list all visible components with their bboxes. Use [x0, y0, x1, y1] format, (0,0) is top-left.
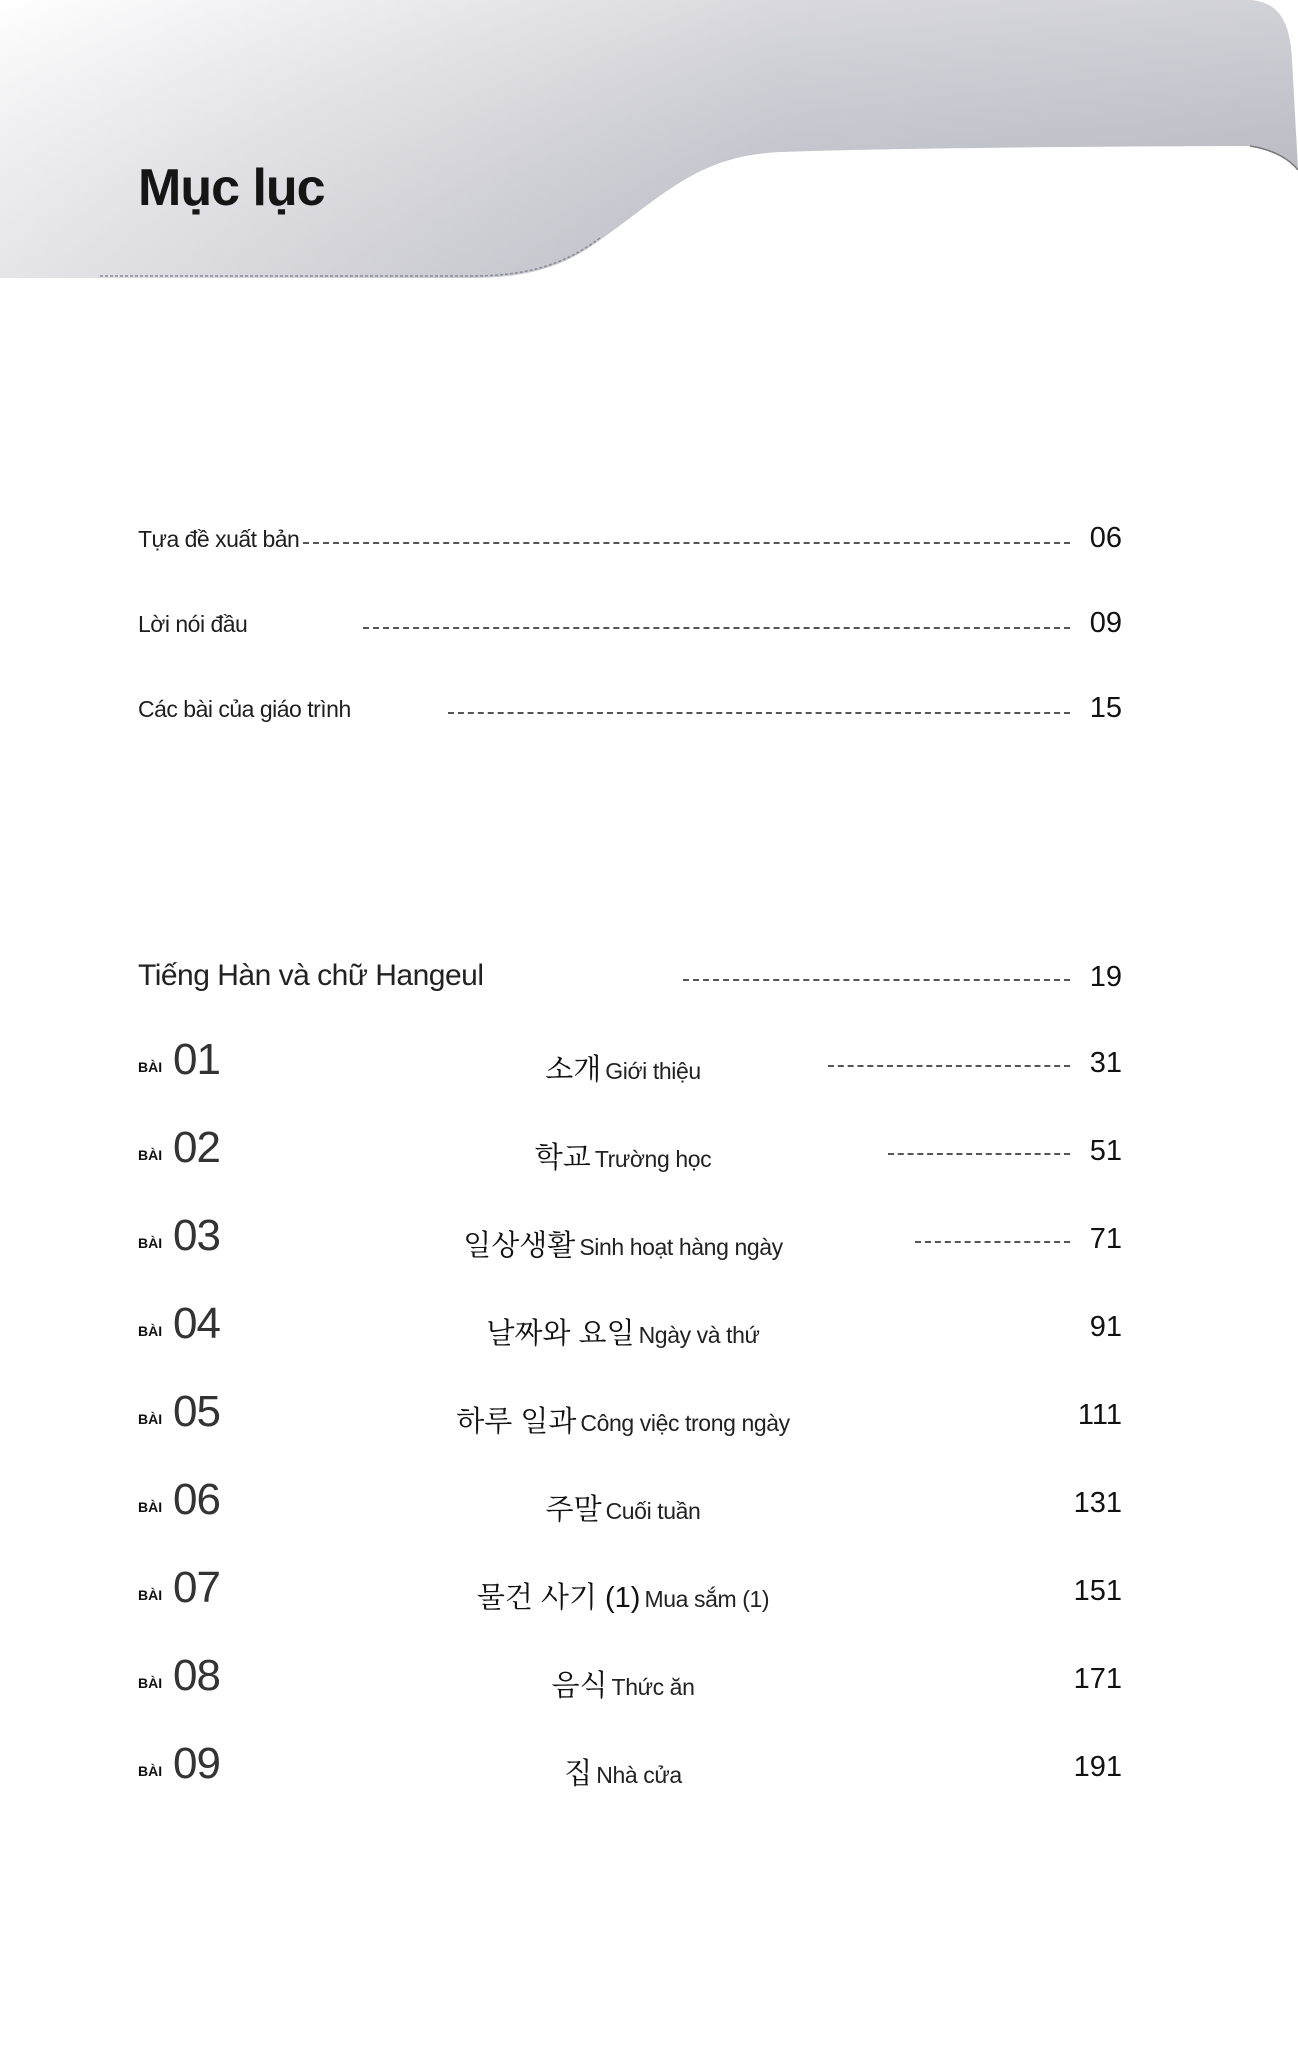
- lesson-title-korean: 하루 일과: [456, 1406, 577, 1438]
- toc-page-number: 91: [1089, 1311, 1122, 1343]
- toc-entry-intro[interactable]: [138, 955, 1122, 999]
- toc-page-number: 19: [1089, 961, 1122, 993]
- toc-lesson-row[interactable]: [138, 1739, 1122, 1799]
- lesson-number: 05: [173, 1387, 220, 1436]
- toc-entry-label: Lời nói đầu: [138, 611, 248, 637]
- toc-page-number: 151: [1073, 1575, 1122, 1607]
- toc-page-number: 111: [1077, 1399, 1122, 1431]
- lesson-title: [456, 1399, 789, 1440]
- toc-page-number: 191: [1073, 1751, 1122, 1783]
- lesson-title-korean: 집: [564, 1758, 593, 1790]
- dotted-leader: [888, 1153, 1070, 1155]
- lesson-title: [545, 1047, 701, 1088]
- toc-page-number: 15: [1089, 692, 1122, 724]
- toc-entry-label: Các bài của giáo trình: [138, 696, 351, 722]
- toc-lesson-row[interactable]: [138, 1651, 1122, 1711]
- lesson-number: 02: [173, 1123, 220, 1172]
- toc-lesson-row[interactable]: [138, 1035, 1122, 1095]
- lesson-number: 04: [173, 1299, 220, 1348]
- lesson-title-vietnamese: Ngày và thứ: [638, 1322, 760, 1348]
- lesson-title-korean: 소개: [545, 1054, 602, 1086]
- toc-page-number: 09: [1089, 607, 1122, 639]
- lesson-title-vietnamese: Trường học: [594, 1146, 712, 1172]
- lesson-number: 03: [173, 1211, 220, 1260]
- lesson-title-korean: 주말: [545, 1494, 602, 1526]
- lesson-title-vietnamese: Công việc trong ngày: [580, 1410, 790, 1436]
- toc-entry-front-1[interactable]: [138, 520, 1122, 560]
- lesson-title-vietnamese: Sinh hoạt hàng ngày: [579, 1234, 783, 1260]
- lesson-title: [486, 1311, 759, 1352]
- lesson-title: [535, 1135, 711, 1176]
- toc-entry-label: Tiếng Hàn và chữ Hangeul: [138, 959, 484, 992]
- toc-lesson-row[interactable]: [138, 1211, 1122, 1271]
- lesson-prefix: BÀI: [138, 1411, 163, 1427]
- lesson-number: 07: [173, 1563, 220, 1612]
- lesson-title: [546, 1487, 701, 1528]
- lesson-title: [463, 1223, 782, 1264]
- lesson-title: [477, 1575, 769, 1616]
- lesson-title-vietnamese: Cuối tuần: [605, 1498, 701, 1524]
- lesson-prefix: BÀI: [138, 1323, 163, 1339]
- lesson-title-korean: 학교: [534, 1142, 591, 1174]
- lesson-number: 08: [173, 1651, 220, 1700]
- dotted-leader: [683, 979, 1070, 981]
- lesson-title-vietnamese: Mua sắm (1): [644, 1586, 770, 1612]
- dotted-leader: [448, 712, 1070, 714]
- page-title: Mục lục: [138, 159, 325, 217]
- header-band: [0, 0, 1298, 300]
- toc-page-number: 131: [1073, 1487, 1122, 1519]
- toc-page-number: 71: [1089, 1223, 1122, 1255]
- dotted-leader: [915, 1241, 1070, 1243]
- toc-lesson-row[interactable]: [138, 1123, 1122, 1183]
- dotted-leader: [303, 542, 1070, 544]
- lesson-title-korean: 물건 사기 (1): [476, 1582, 641, 1614]
- lesson-prefix: BÀI: [138, 1499, 163, 1515]
- toc-page-number: 06: [1089, 522, 1122, 554]
- lesson-title-korean: 날짜와 요일: [486, 1318, 635, 1350]
- toc-page-number: 31: [1089, 1047, 1122, 1079]
- lesson-title-vietnamese: Nhà cửa: [596, 1762, 682, 1788]
- lesson-prefix: BÀI: [138, 1763, 163, 1779]
- lesson-title: [552, 1663, 695, 1704]
- toc-page-number: 171: [1073, 1663, 1122, 1695]
- dotted-leader: [363, 627, 1070, 629]
- lesson-prefix: BÀI: [138, 1235, 163, 1251]
- lesson-prefix: BÀI: [138, 1147, 163, 1163]
- lesson-title-korean: 음식: [551, 1670, 608, 1702]
- lesson-prefix: BÀI: [138, 1059, 163, 1075]
- toc-entry-front-3[interactable]: [138, 690, 1122, 730]
- toc-lesson-row[interactable]: [138, 1387, 1122, 1447]
- lesson-prefix: BÀI: [138, 1675, 163, 1691]
- dotted-leader: [828, 1065, 1070, 1067]
- lesson-title-vietnamese: Giới thiệu: [605, 1058, 701, 1084]
- lesson-number: 06: [173, 1475, 220, 1524]
- lesson-prefix: BÀI: [138, 1587, 163, 1603]
- toc-page-number: 51: [1089, 1135, 1122, 1167]
- lesson-title-vietnamese: Thức ăn: [611, 1674, 695, 1700]
- lesson-title: [564, 1751, 682, 1792]
- toc-entry-label: Tựa đề xuất bản: [138, 526, 300, 552]
- lesson-number: 09: [173, 1739, 220, 1788]
- toc-entry-front-2[interactable]: [138, 605, 1122, 645]
- toc-lesson-row[interactable]: [138, 1299, 1122, 1359]
- toc-lesson-row[interactable]: [138, 1563, 1122, 1623]
- lesson-number: 01: [173, 1035, 220, 1084]
- header-swoosh-graphic: [0, 0, 1298, 300]
- toc-lesson-row[interactable]: [138, 1475, 1122, 1535]
- lesson-title-korean: 일상생활: [463, 1230, 576, 1262]
